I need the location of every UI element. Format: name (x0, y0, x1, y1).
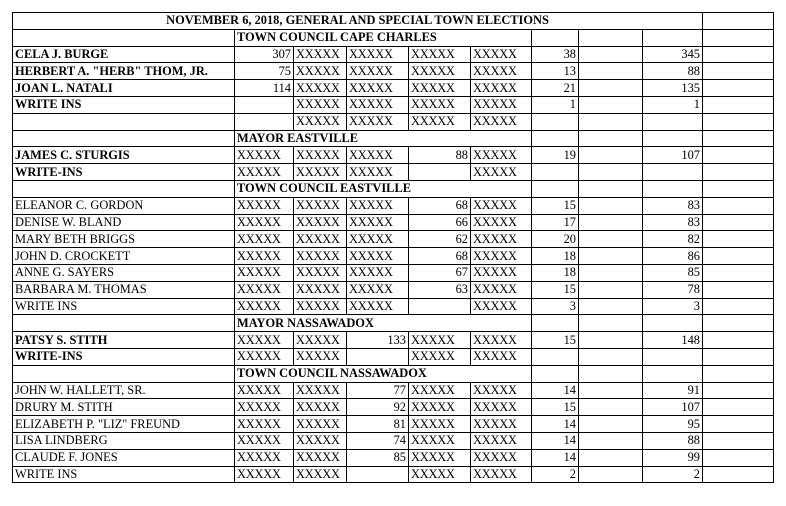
blank-cell (703, 264, 774, 281)
masked-cell: XXXXX (347, 197, 409, 214)
blank-cell (532, 365, 579, 382)
masked-cell: XXXXX (471, 449, 532, 466)
candidate-name: ELIZABETH P. "LIZ" FREUND (13, 416, 235, 433)
blank-cell (703, 147, 774, 164)
total-votes: 3 (643, 298, 703, 315)
empty-cell (579, 281, 643, 298)
masked-cell: XXXXX (347, 214, 409, 231)
vote-count: 38 (532, 46, 579, 63)
section-header: TOWN COUNCIL NASSAWADOX (235, 365, 532, 382)
table-row (13, 348, 774, 365)
empty-cell (579, 432, 643, 449)
blank-cell (703, 332, 774, 349)
masked-cell: XXXXX (471, 113, 532, 130)
masked-cell: XXXXX (471, 382, 532, 399)
masked-cell: XXXXX (471, 348, 532, 365)
vote-count: 75 (235, 63, 294, 80)
masked-cell: XXXXX (409, 80, 471, 97)
blank-cell (703, 432, 774, 449)
total-votes: 1 (643, 96, 703, 113)
masked-cell: XXXXX (471, 147, 532, 164)
blank-cell (703, 365, 774, 382)
section-header-row (13, 130, 774, 147)
table-row (13, 197, 774, 214)
vote-count: 2 (532, 466, 579, 483)
vote-count: 15 (532, 332, 579, 349)
empty-cell (532, 113, 579, 130)
masked-cell: XXXXX (294, 214, 347, 231)
total-votes: 107 (643, 147, 703, 164)
masked-cell: XXXXX (294, 382, 347, 399)
candidate-name: WRITE INS (13, 466, 235, 483)
vote-count: 92 (347, 399, 409, 416)
candidate-name: DRURY M. STITH (13, 399, 235, 416)
blank-cell (703, 113, 774, 130)
blank-cell (532, 29, 579, 46)
empty-cell (579, 298, 643, 315)
blank-cell (579, 315, 643, 332)
section-header: MAYOR NASSAWADOX (235, 315, 532, 332)
masked-cell: XXXXX (235, 231, 294, 248)
section-header: MAYOR EASTVILLE (235, 130, 532, 147)
masked-cell: XXXXX (471, 399, 532, 416)
blank-cell (703, 214, 774, 231)
empty-cell (532, 348, 579, 365)
candidate-name: CELA J. BURGE (13, 46, 235, 63)
total-votes: 85 (643, 264, 703, 281)
blank-cell (703, 399, 774, 416)
blank-cell (643, 29, 703, 46)
vote-count: 114 (235, 80, 294, 97)
masked-cell: XXXXX (347, 281, 409, 298)
blank-cell (703, 466, 774, 483)
blank-cell (643, 130, 703, 147)
masked-cell: XXXXX (294, 348, 347, 365)
masked-cell: XXXXX (294, 332, 347, 349)
masked-cell: XXXXX (294, 113, 347, 130)
election-results-table (12, 12, 774, 483)
blank-cell (703, 29, 774, 46)
empty-cell (579, 96, 643, 113)
candidate-name: HERBERT A. "HERB" THOM, JR. (13, 63, 235, 80)
blank-cell (532, 130, 579, 147)
total-votes: 2 (643, 466, 703, 483)
blank-cell (579, 29, 643, 46)
masked-cell: XXXXX (294, 147, 347, 164)
vote-count: 68 (409, 197, 471, 214)
masked-cell: XXXXX (235, 264, 294, 281)
blank-cell (703, 180, 774, 197)
masked-cell: XXXXX (347, 63, 409, 80)
masked-cell: XXXXX (347, 264, 409, 281)
table-row (13, 416, 774, 433)
masked-cell: XXXXX (409, 46, 471, 63)
blank-cell (703, 46, 774, 63)
vote-count: 66 (409, 214, 471, 231)
masked-cell: XXXXX (409, 466, 471, 483)
vote-count: 21 (532, 80, 579, 97)
masked-cell: XXXXX (409, 348, 471, 365)
blank-cell (703, 382, 774, 399)
blank-cell (579, 365, 643, 382)
masked-cell: XXXXX (347, 231, 409, 248)
empty-cell (579, 348, 643, 365)
masked-cell: XXXXX (471, 164, 532, 181)
table-title: NOVEMBER 6, 2018, GENERAL AND SPECIAL TOWN ELECTIONS (13, 13, 703, 30)
table-row (13, 264, 774, 281)
candidate-name: JOAN L. NATALI (13, 80, 235, 97)
empty-cell (347, 348, 409, 365)
blank-cell (643, 180, 703, 197)
candidate-name: ELEANOR C. GORDON (13, 197, 235, 214)
candidate-name: WRITE INS (13, 96, 235, 113)
blank-cell (703, 96, 774, 113)
masked-cell: XXXXX (471, 332, 532, 349)
table-row (13, 466, 774, 483)
masked-cell: XXXXX (471, 416, 532, 433)
empty-cell (409, 164, 471, 181)
table-row (13, 113, 774, 130)
section-header: TOWN COUNCIL EASTVILLE (235, 180, 532, 197)
empty-cell (579, 214, 643, 231)
section-header-row (13, 29, 774, 46)
blank-cell (13, 365, 235, 382)
masked-cell: XXXXX (471, 80, 532, 97)
masked-cell: XXXXX (347, 248, 409, 265)
masked-cell: XXXXX (347, 298, 409, 315)
total-votes: 82 (643, 231, 703, 248)
empty-cell (579, 399, 643, 416)
masked-cell: XXXXX (235, 348, 294, 365)
masked-cell: XXXXX (294, 264, 347, 281)
empty-cell (643, 164, 703, 181)
blank-cell (643, 365, 703, 382)
vote-count: 85 (347, 449, 409, 466)
table-row (13, 281, 774, 298)
vote-count: 14 (532, 449, 579, 466)
masked-cell: XXXXX (347, 80, 409, 97)
total-votes: 88 (643, 432, 703, 449)
candidate-name (13, 113, 235, 130)
empty-cell (579, 416, 643, 433)
vote-count: 14 (532, 382, 579, 399)
masked-cell: XXXXX (409, 432, 471, 449)
candidate-name: BARBARA M. THOMAS (13, 281, 235, 298)
masked-cell: XXXXX (235, 197, 294, 214)
candidate-name: DENISE W. BLAND (13, 214, 235, 231)
vote-count: 14 (532, 432, 579, 449)
masked-cell: XXXXX (409, 399, 471, 416)
masked-cell: XXXXX (235, 332, 294, 349)
vote-count: 68 (409, 248, 471, 265)
candidate-name: ANNE G. SAYERS (13, 264, 235, 281)
section-header-row (13, 180, 774, 197)
masked-cell: XXXXX (235, 416, 294, 433)
table-row (13, 298, 774, 315)
masked-cell: XXXXX (294, 46, 347, 63)
blank-cell (703, 197, 774, 214)
masked-cell: XXXXX (471, 281, 532, 298)
vote-count: 88 (409, 147, 471, 164)
masked-cell: XXXXX (294, 164, 347, 181)
blank-cell (703, 248, 774, 265)
vote-count: 20 (532, 231, 579, 248)
blank-cell (532, 180, 579, 197)
empty-cell (235, 96, 294, 113)
blank-cell (643, 315, 703, 332)
vote-count: 133 (347, 332, 409, 349)
total-votes: 86 (643, 248, 703, 265)
candidate-name: JAMES C. STURGIS (13, 147, 235, 164)
blank-cell (13, 29, 235, 46)
masked-cell: XXXXX (294, 80, 347, 97)
empty-cell (643, 348, 703, 365)
masked-cell: XXXXX (235, 298, 294, 315)
candidate-name: WRITE-INS (13, 348, 235, 365)
masked-cell: XXXXX (294, 399, 347, 416)
masked-cell: XXXXX (294, 449, 347, 466)
total-votes: 95 (643, 416, 703, 433)
masked-cell: XXXXX (235, 248, 294, 265)
vote-count: 14 (532, 416, 579, 433)
table-row (13, 332, 774, 349)
masked-cell: XXXXX (235, 281, 294, 298)
blank-cell (703, 348, 774, 365)
masked-cell: XXXXX (294, 197, 347, 214)
masked-cell: XXXXX (409, 332, 471, 349)
title-row (13, 13, 774, 30)
masked-cell: XXXXX (347, 164, 409, 181)
empty-cell (579, 80, 643, 97)
masked-cell: XXXXX (409, 63, 471, 80)
empty-cell (579, 449, 643, 466)
empty-cell (235, 113, 294, 130)
masked-cell: XXXXX (235, 214, 294, 231)
empty-cell (579, 164, 643, 181)
total-votes: 83 (643, 197, 703, 214)
vote-count: 18 (532, 248, 579, 265)
candidate-name: CLAUDE F. JONES (13, 449, 235, 466)
total-votes: 148 (643, 332, 703, 349)
empty-cell (643, 113, 703, 130)
blank-cell (13, 180, 235, 197)
empty-cell (579, 46, 643, 63)
total-votes: 91 (643, 382, 703, 399)
masked-cell: XXXXX (471, 432, 532, 449)
vote-count: 3 (532, 298, 579, 315)
empty-cell (579, 231, 643, 248)
masked-cell: XXXXX (294, 96, 347, 113)
masked-cell: XXXXX (409, 449, 471, 466)
blank-cell (703, 80, 774, 97)
results-body (13, 13, 774, 483)
masked-cell: XXXXX (409, 113, 471, 130)
total-votes: 88 (643, 63, 703, 80)
empty-cell (347, 466, 409, 483)
masked-cell: XXXXX (471, 264, 532, 281)
masked-cell: XXXXX (294, 281, 347, 298)
title-blank-cell (703, 13, 774, 30)
table-row (13, 46, 774, 63)
vote-count: 1 (532, 96, 579, 113)
blank-cell (703, 315, 774, 332)
empty-cell (579, 382, 643, 399)
candidate-name: JOHN D. CROCKETT (13, 248, 235, 265)
masked-cell: XXXXX (294, 466, 347, 483)
empty-cell (579, 264, 643, 281)
blank-cell (703, 298, 774, 315)
blank-cell (703, 164, 774, 181)
vote-count: 17 (532, 214, 579, 231)
masked-cell: XXXXX (294, 298, 347, 315)
masked-cell: XXXXX (471, 63, 532, 80)
blank-cell (532, 315, 579, 332)
masked-cell: XXXXX (294, 231, 347, 248)
empty-cell (579, 197, 643, 214)
candidate-name: MARY BETH BRIGGS (13, 231, 235, 248)
vote-count: 15 (532, 399, 579, 416)
masked-cell: XXXXX (471, 298, 532, 315)
vote-count: 74 (347, 432, 409, 449)
table-row (13, 399, 774, 416)
vote-count: 63 (409, 281, 471, 298)
vote-count: 19 (532, 147, 579, 164)
blank-cell (703, 130, 774, 147)
blank-cell (703, 63, 774, 80)
masked-cell: XXXXX (471, 46, 532, 63)
masked-cell: XXXXX (294, 432, 347, 449)
empty-cell (579, 332, 643, 349)
table-row (13, 432, 774, 449)
total-votes: 78 (643, 281, 703, 298)
section-header: TOWN COUNCIL CAPE CHARLES (235, 29, 532, 46)
empty-cell (579, 248, 643, 265)
masked-cell: XXXXX (347, 96, 409, 113)
section-header-row (13, 315, 774, 332)
candidate-name: PATSY S. STITH (13, 332, 235, 349)
masked-cell: XXXXX (235, 164, 294, 181)
masked-cell: XXXXX (235, 466, 294, 483)
total-votes: 99 (643, 449, 703, 466)
total-votes: 345 (643, 46, 703, 63)
vote-count: 18 (532, 264, 579, 281)
vote-count: 62 (409, 231, 471, 248)
blank-cell (579, 130, 643, 147)
masked-cell: XXXXX (294, 248, 347, 265)
table-row (13, 231, 774, 248)
candidate-name: WRITE-INS (13, 164, 235, 181)
candidate-name: JOHN W. HALLETT, SR. (13, 382, 235, 399)
masked-cell: XXXXX (235, 432, 294, 449)
masked-cell: XXXXX (347, 113, 409, 130)
masked-cell: XXXXX (471, 248, 532, 265)
masked-cell: XXXXX (471, 197, 532, 214)
candidate-name: WRITE INS (13, 298, 235, 315)
candidate-name: LISA LINDBERG (13, 432, 235, 449)
empty-cell (579, 63, 643, 80)
empty-cell (532, 164, 579, 181)
masked-cell: XXXXX (471, 96, 532, 113)
masked-cell: XXXXX (409, 416, 471, 433)
masked-cell: XXXXX (347, 46, 409, 63)
empty-cell (579, 113, 643, 130)
vote-count: 77 (347, 382, 409, 399)
blank-cell (703, 231, 774, 248)
vote-count: 13 (532, 63, 579, 80)
masked-cell: XXXXX (409, 382, 471, 399)
total-votes: 83 (643, 214, 703, 231)
table-row (13, 214, 774, 231)
blank-cell (13, 130, 235, 147)
vote-count: 67 (409, 264, 471, 281)
empty-cell (409, 298, 471, 315)
vote-count: 15 (532, 281, 579, 298)
masked-cell: XXXXX (471, 231, 532, 248)
masked-cell: XXXXX (235, 449, 294, 466)
masked-cell: XXXXX (235, 399, 294, 416)
empty-cell (579, 147, 643, 164)
blank-cell (703, 416, 774, 433)
table-row (13, 147, 774, 164)
vote-count: 307 (235, 46, 294, 63)
masked-cell: XXXXX (235, 382, 294, 399)
table-row (13, 80, 774, 97)
section-header-row (13, 365, 774, 382)
table-row (13, 164, 774, 181)
masked-cell: XXXXX (235, 147, 294, 164)
masked-cell: XXXXX (294, 63, 347, 80)
masked-cell: XXXXX (471, 466, 532, 483)
table-row (13, 248, 774, 265)
blank-cell (703, 281, 774, 298)
table-row (13, 382, 774, 399)
masked-cell: XXXXX (347, 147, 409, 164)
table-row (13, 96, 774, 113)
total-votes: 107 (643, 399, 703, 416)
masked-cell: XXXXX (294, 416, 347, 433)
vote-count: 81 (347, 416, 409, 433)
table-row (13, 63, 774, 80)
table-row (13, 449, 774, 466)
blank-cell (703, 449, 774, 466)
vote-count: 15 (532, 197, 579, 214)
masked-cell: XXXXX (471, 214, 532, 231)
blank-cell (579, 180, 643, 197)
blank-cell (13, 315, 235, 332)
empty-cell (579, 466, 643, 483)
masked-cell: XXXXX (409, 96, 471, 113)
total-votes: 135 (643, 80, 703, 97)
